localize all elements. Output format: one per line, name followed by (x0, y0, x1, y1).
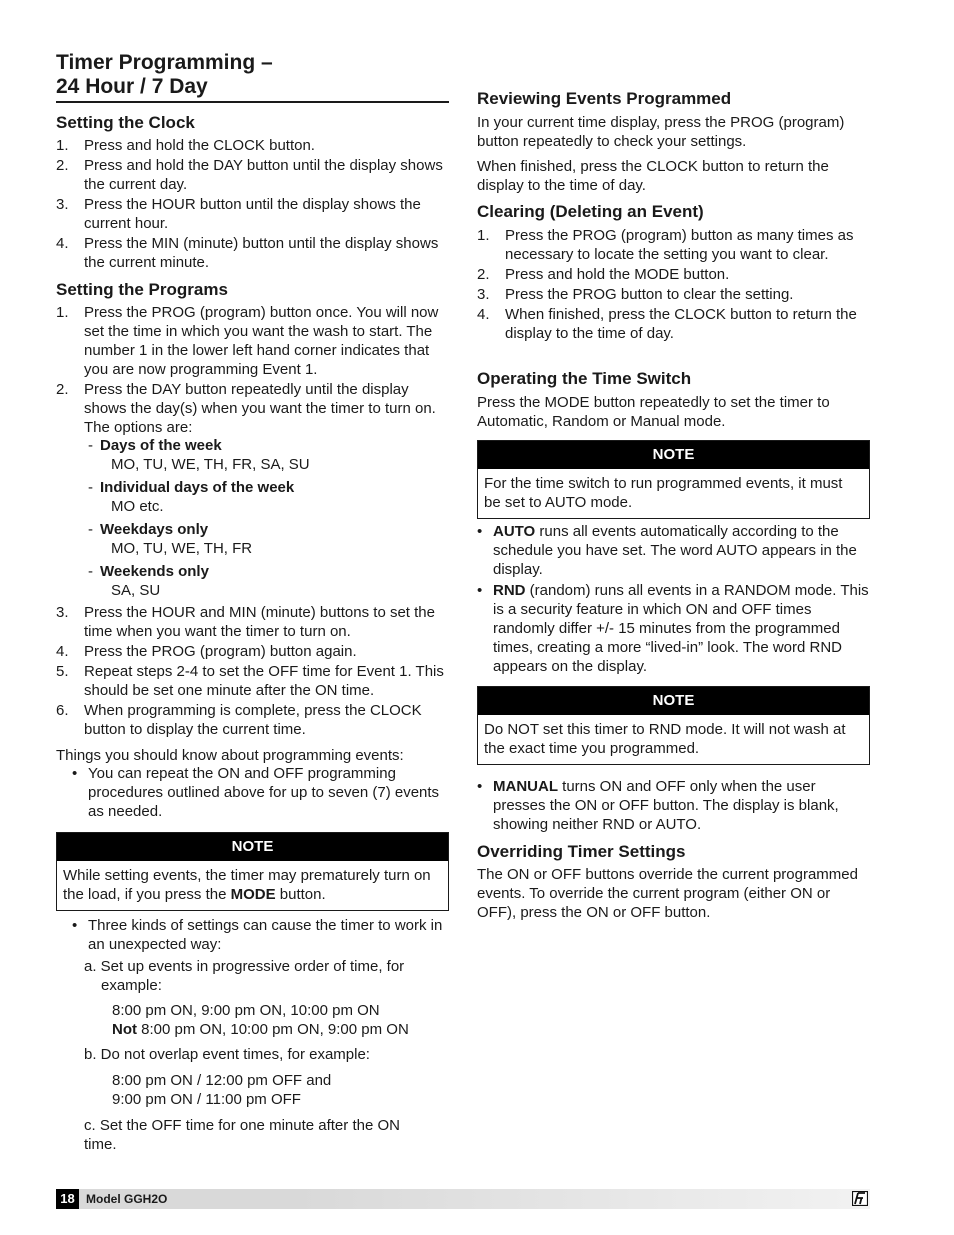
auto-label: AUTO (493, 523, 536, 540)
clearing-step (477, 305, 870, 343)
step-text: Repeat steps 2-4 to set the OFF time for Event 1. This should be set one minute after the ON time. (84, 663, 444, 699)
page-number: 18 (56, 1189, 79, 1209)
note-body (57, 861, 448, 910)
option-label: Days of the week (100, 437, 222, 454)
program-steps-list-b (56, 603, 449, 740)
bullet-dot: • (72, 765, 78, 782)
kinds-a-not: Not (112, 1021, 137, 1038)
option-dash: - (88, 437, 93, 454)
review-paragraph-1: In your current time display, press the PROG (program) button repeatedly to check your settings. (477, 114, 845, 150)
step-text: Press and hold the DAY button until the display shows the current day. (84, 157, 443, 193)
kinds-a-text: a. Set up events in progressive order of time, for example: (84, 958, 405, 994)
step-text: Press the HOUR button until the display shows the current hour. (84, 196, 421, 232)
step-number: 6. (56, 702, 69, 719)
bullet-dot: • (72, 917, 78, 934)
clock-steps-list (56, 136, 449, 273)
page-title-line2: 24 Hour / 7 Day (56, 75, 208, 98)
clearing-step (477, 265, 870, 284)
option-label: Weekends only (100, 563, 209, 580)
auto-text: runs all events automatically according to the schedule you have set. The word AUTO appears in the display. (493, 523, 857, 578)
option-value: MO, TU, WE, TH, FR, SA, SU (111, 456, 310, 473)
kinds-item-a (84, 957, 434, 995)
manual-bullet (477, 777, 871, 834)
clearing-steps-list (477, 226, 870, 344)
clock-step (56, 234, 449, 272)
note-body: Do NOT set this timer to RND mode. It will not wash at the exact time you programmed. (484, 721, 846, 757)
review-paragraph-2: When finished, press the CLOCK button to return the display to the time of day. (477, 158, 829, 194)
kinds-bullet (72, 916, 448, 954)
heading-overriding: Overriding Timer Settings (477, 842, 686, 861)
clearing-step (477, 226, 870, 264)
step-text: Press the MIN (minute) button until the display shows the current minute. (84, 235, 439, 271)
kinds-item-b: b. Do not overlap event times, for example: (84, 1046, 370, 1063)
step-number: 2. (56, 381, 69, 398)
option-label: Weekdays only (100, 521, 209, 538)
program-steps-list-a (56, 303, 449, 438)
step-number: 4. (477, 306, 490, 323)
program-step (56, 701, 449, 739)
step-text: Press and hold the CLOCK button. (84, 137, 315, 154)
step-text: Press the DAY button repeatedly until the display shows the day(s) when you want the timer to turn on. The options are: (84, 381, 436, 436)
clearing-step (477, 285, 870, 304)
heading-clearing: Clearing (Deleting an Event) (477, 202, 704, 221)
note-box-mode (56, 832, 449, 911)
greenheck-logo-icon (852, 1191, 868, 1206)
step-text: Press the HOUR and MIN (minute) buttons to set the time when you want the timer to turn on. (84, 604, 435, 640)
heading-setting-clock: Setting the Clock (56, 113, 195, 132)
auto-bullet (477, 522, 871, 579)
program-step (56, 642, 449, 661)
footer-model: Model GGH2O (86, 1192, 168, 1206)
heading-setting-programs: Setting the Programs (56, 280, 228, 299)
kinds-a-example-1: 8:00 pm ON, 9:00 pm ON, 10:00 pm ON (112, 1002, 380, 1019)
step-number: 3. (56, 196, 69, 213)
kinds-a-example-2: 8:00 pm ON, 10:00 pm ON, 9:00 pm ON (137, 1021, 409, 1038)
step-text: Press and hold the MODE button. (505, 266, 730, 283)
note-text: While setting events, the timer may prematurely turn on the load, if you press the (63, 867, 431, 903)
step-number: 4. (56, 643, 69, 660)
override-paragraph: The ON or OFF buttons override the current programmed events. To override the current program (either ON or OFF), press the ON or OFF button. (477, 866, 858, 921)
things-bullet-text: You can repeat the ON and OFF programming procedures outlined above for up to seven (7) events as needed. (88, 765, 440, 820)
heading-reviewing-events: Reviewing Events Programmed (477, 89, 732, 108)
program-step (56, 303, 449, 379)
option-weekdays-only (88, 520, 448, 558)
option-individual-days (88, 478, 448, 516)
step-number: 2. (56, 157, 69, 174)
step-text: Press the PROG (program) button as many times as necessary to locate the setting you want to clear. (505, 227, 854, 263)
note-body: For the time switch to run programmed events, it must be set to AUTO mode. (484, 475, 843, 511)
page-title (56, 51, 449, 99)
option-days-of-week (88, 436, 448, 474)
step-number: 4. (56, 235, 69, 252)
bullet-dot: • (477, 778, 483, 795)
bullet-dot: • (477, 582, 483, 599)
step-text: Press the PROG (program) button again. (84, 643, 357, 660)
kinds-bullet-text: Three kinds of settings can cause the timer to work in an unexpected way: (88, 917, 443, 953)
program-step (56, 603, 449, 641)
step-number: 1. (56, 304, 69, 321)
kinds-b-example-1: 8:00 pm ON / 12:00 pm OFF and (112, 1072, 332, 1089)
things-intro: Things you should know about programming events: (56, 747, 404, 764)
clock-step (56, 195, 449, 233)
clock-step (56, 136, 449, 155)
heading-operating: Operating the Time Switch (477, 369, 692, 388)
option-dash: - (88, 521, 93, 538)
bullet-dot: • (477, 523, 483, 540)
clock-step (56, 156, 449, 194)
step-number: 5. (56, 663, 69, 680)
kinds-a-example (112, 1001, 449, 1039)
option-dash: - (88, 479, 93, 496)
manual-text: turns ON and OFF only when the user presses the ON or OFF button. The display is blank, showing neither RND or AUTO. (493, 778, 839, 833)
step-number: 1. (56, 137, 69, 154)
manual-label: MANUAL (493, 778, 558, 795)
step-number: 1. (477, 227, 490, 244)
note-header: NOTE (478, 687, 869, 715)
page-title-line1: Timer Programming – (56, 51, 273, 74)
option-value: MO, TU, WE, TH, FR (111, 540, 253, 557)
note-header: NOTE (57, 833, 448, 861)
note-box-auto (477, 440, 870, 519)
step-number: 3. (56, 604, 69, 621)
step-number: 2. (477, 266, 490, 283)
note-text-end: button. (275, 886, 326, 903)
title-divider (56, 101, 449, 103)
step-number: 3. (477, 286, 490, 303)
note-bold-mode: MODE (230, 886, 276, 903)
option-dash: - (88, 563, 93, 580)
footer-bar (56, 1189, 870, 1209)
step-text: Press the PROG (program) button once. You will now set the time in which you want the wash to start. The number 1 in the lower left hand corner indicates that you are now programming Event 1. (84, 304, 439, 378)
option-value: MO etc. (111, 498, 164, 515)
option-value: SA, SU (111, 582, 161, 599)
operating-paragraph: Press the MODE button repeatedly to set the timer to Automatic, Random or Manual mode. (477, 394, 830, 430)
things-bullet (72, 764, 448, 821)
note-box-rnd (477, 686, 870, 765)
step-text: Press the PROG button to clear the setting. (505, 286, 794, 303)
kinds-item-c: c. Set the OFF time for one minute after the ON time. (84, 1117, 400, 1153)
option-label: Individual days of the week (100, 479, 295, 496)
rnd-bullet (477, 581, 871, 676)
rnd-text: (random) runs all events in a RANDOM mode. This is a security feature in which ON and OFF times randomly differ +/- 15 minutes from the programmed times, creating a more “lived-in” look. The word RND appears on the display. (493, 582, 869, 675)
rnd-label: RND (493, 582, 526, 599)
kinds-b-example (112, 1071, 449, 1109)
step-text: When finished, press the CLOCK button to return the display to the time of day. (505, 306, 857, 342)
program-step (56, 380, 449, 437)
note-header: NOTE (478, 441, 869, 469)
program-step (56, 662, 449, 700)
step-text: When programming is complete, press the CLOCK button to display the current time. (84, 702, 422, 738)
option-weekends-only (88, 562, 448, 600)
kinds-b-example-2: 9:00 pm ON / 11:00 pm OFF (112, 1091, 301, 1108)
